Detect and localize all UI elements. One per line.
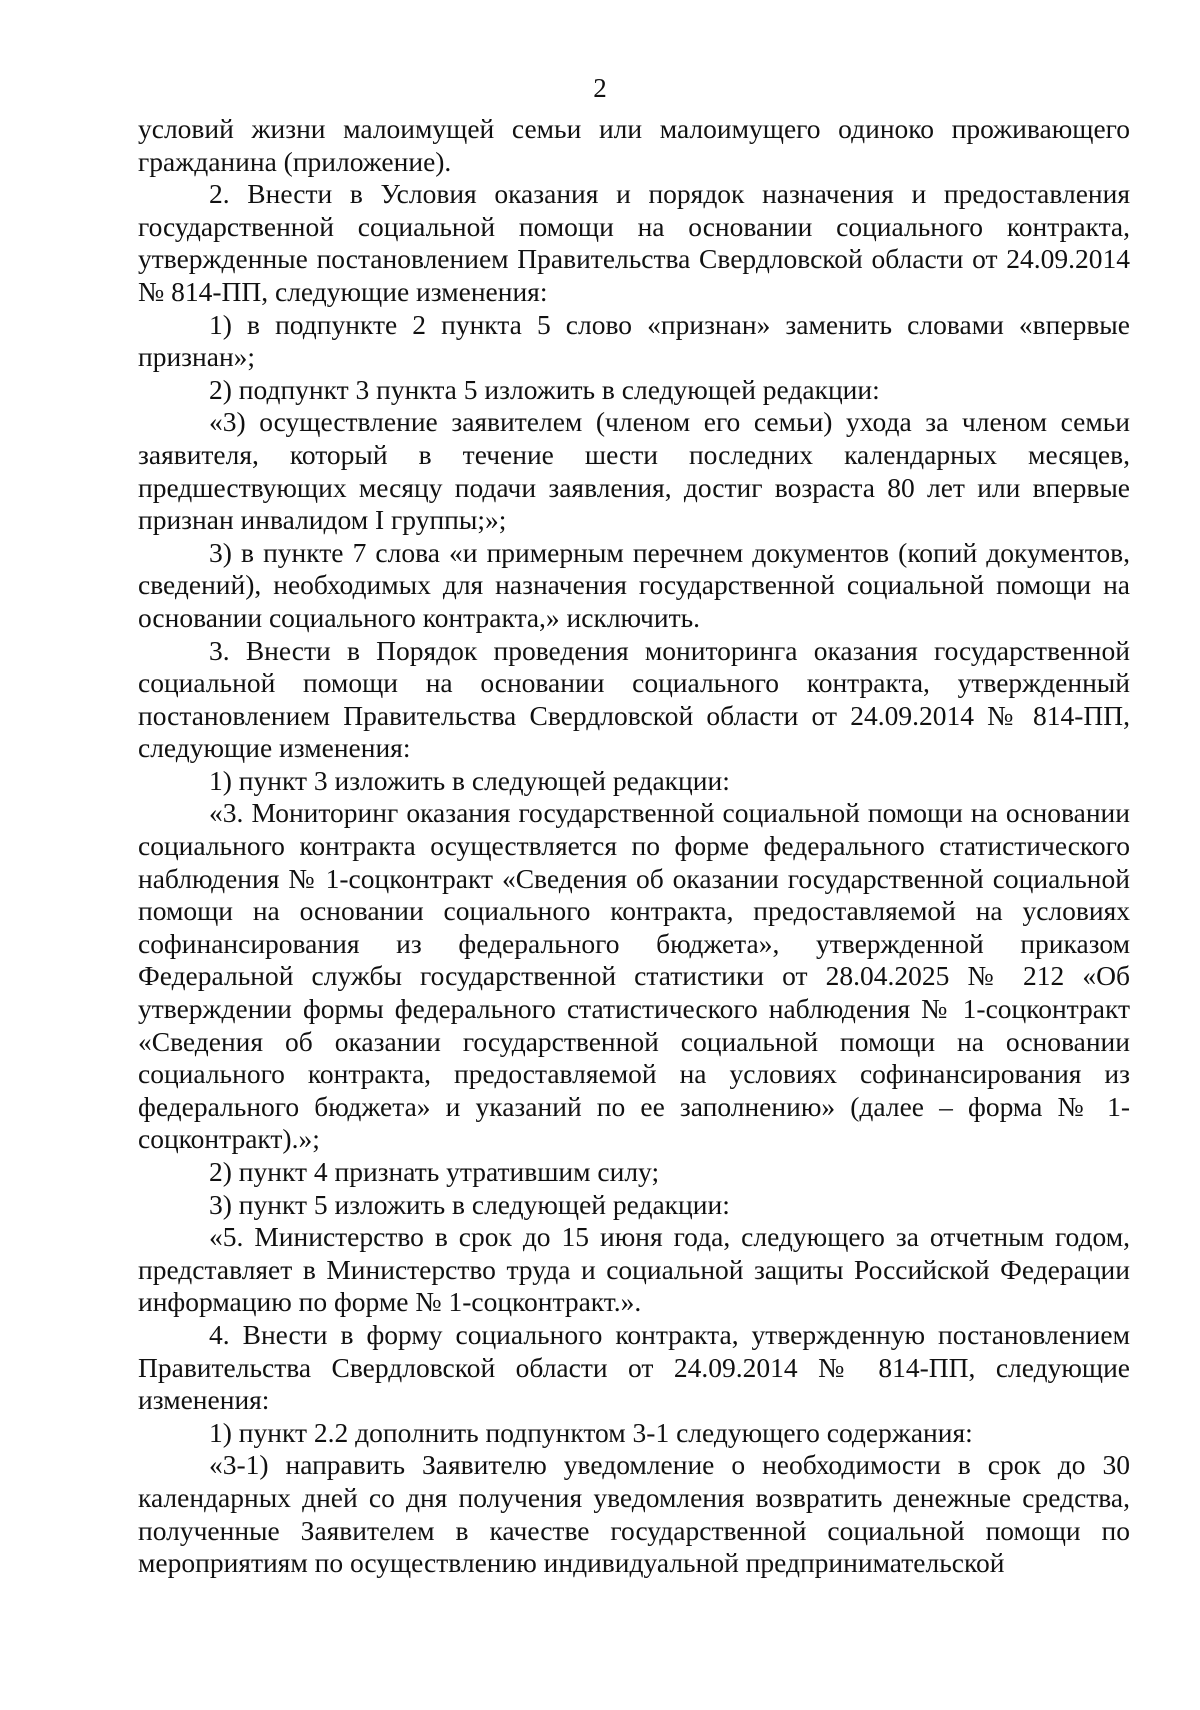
paragraph: 2) пункт 4 признать утратившим силу; xyxy=(209,1156,660,1187)
paragraph: 2. Внести в Условия оказания и порядок назначения и предоставления государственной социальной помощи на основании социального контракта, утвержденные постановлением Правительства Свердловской области от 24.09.2014 № 814-ПП, следующие изменения: xyxy=(138,178,1130,307)
paragraph: 3. Внести в Порядок проведения мониторинга оказания государственной социальной помощи на основании социального контракта, утвержденный постановлением Правительства Свердловской области от 24.09.2014 № 814-ПП, следующие изменения: xyxy=(138,634,1130,764)
paragraph: «5. Министерство в срок до 15 июня года, следующего за отчетным годом, представляет в Министерство труда и социальной защиты Российской Федерации информацию по форме № 1-соцконтракт.». xyxy=(138,1221,1130,1318)
paragraph: 1) пункт 2.2 дополнить подпунктом 3-1 следующего содержания: xyxy=(209,1416,973,1448)
paragraph: 4. Внести в форму социального контракта, утвержденную постановлением Правительства Свердловской области от 24.09.2014 № 814-ПП, следующие изменения: xyxy=(138,1318,1130,1416)
paragraph: 3) пункт 5 изложить в следующей редакции: xyxy=(209,1188,730,1220)
paragraph: «3-1) направить Заявителю уведомление о необходимости в срок до 30 календарных дней со дня получения уведомления возвратить денежные средства, полученные Заявителем в качестве государственной социальной помощи по мероприятиям по осуществлению индивидуальной предпринимательской xyxy=(138,1449,1130,1579)
paragraph: 1) пункт 3 изложить в следующей редакции: xyxy=(209,764,730,796)
paragraph: 1) в подпункте 2 пункта 5 слово «признан» заменить словами «впервые признан»; xyxy=(138,308,1130,373)
paragraph: 2) подпункт 3 пункта 5 изложить в следующей редакции: xyxy=(209,373,880,405)
page-number: 2 xyxy=(593,73,607,103)
paragraph: 3) в пункте 7 слова «и примерным перечнем документов (копий документов, сведений), необходимых для назначения государственной социальной помощи на основании социального контракта,» исключить. xyxy=(138,536,1130,633)
document-body xyxy=(138,113,1130,1580)
paragraph: условий жизни малоимущей семьи или малоимущего одиноко проживающего гражданина (приложение). xyxy=(138,113,1130,177)
paragraph: «3. Мониторинг оказания государственной социальной помощи на основании социального контракта осуществляется по форме федерального статистического наблюдения № 1-соцконтракт «Сведения об оказании государственной социальной помощи на основании социального контракта, предоставляемой на условиях софинансирования из федерального бюджета», утвержденной приказом Федеральной службы государственной статистики от 28.04.2025 № 212 «Об утверждении формы федерального статистического наблюдения № 1-соцконтракт «Сведения об оказании государственной социальной помощи на основании социального контракта, предоставляемой на условиях софинансирования из федерального бюджета» и указаний по ее заполнению» (далее – форма № 1-соцконтракт).»; xyxy=(138,797,1130,1155)
paragraph: «3) осуществление заявителем (членом его семьи) ухода за членом семьи заявителя, который в течение шести последних календарных месяцев, предшествующих месяцу подачи заявления, достиг возраста 80 лет или впервые признан инвалидом I группы;»; xyxy=(138,406,1130,536)
